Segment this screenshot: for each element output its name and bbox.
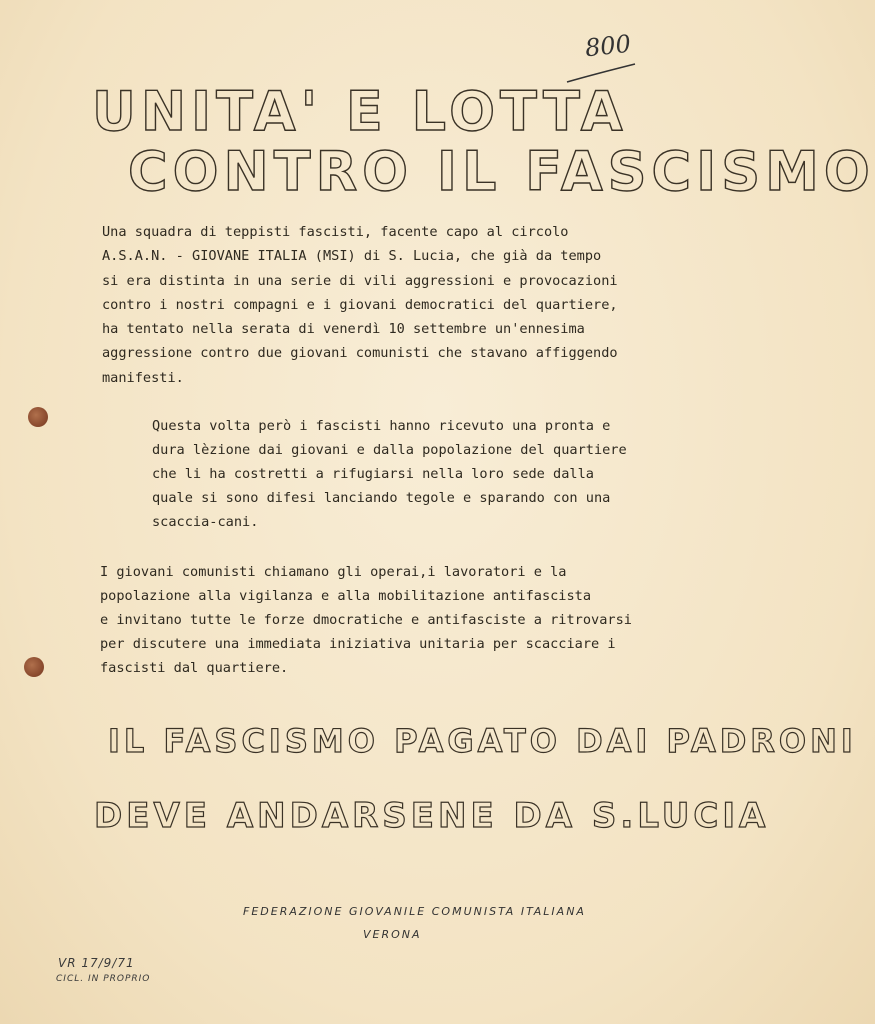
text-line: che li ha costretti a rifugiarsi nella loro sede dalla — [152, 466, 594, 482]
handwritten-date: VR 17/9/71 — [58, 956, 135, 970]
text-line: contro i nostri compagni e i giovani democratici del quartiere, — [102, 296, 618, 313]
signature-organization: FEDERAZIONE GIOVANILE COMUNISTA ITALIANA — [243, 905, 586, 918]
punch-hole — [28, 407, 48, 427]
text-line: manifesti. — [102, 369, 184, 386]
handwritten-printer-note: CICL. IN PROPRIO — [56, 974, 151, 984]
text-line: per discutere una immediata iniziativa unitaria per scacciare i — [100, 636, 616, 652]
slogan-line-1: IL FASCISMO PAGATO DAI PADRONI — [108, 722, 857, 760]
paragraph-1 — [102, 220, 618, 390]
paragraph-3 — [100, 560, 632, 680]
text-line: ha tentato nella serata di venerdì 10 settembre un'ennesima — [102, 321, 585, 338]
text-line: Una squadra di teppisti fascisti, facente capo al circolo — [102, 224, 569, 240]
sheet-number — [565, 28, 645, 88]
text-line: e invitano tutte le forze dmocratiche e antifasciste a ritrovarsi — [100, 612, 632, 628]
text-line: scaccia-cani. — [152, 514, 259, 530]
text-line: quale si sono difesi lanciando tegole e sparando con una — [152, 490, 611, 506]
text-line: aggressione contro due giovani comunisti che stavano affiggendo — [102, 345, 618, 362]
punch-hole — [24, 657, 44, 677]
text-line: I giovani comunisti chiamano gli operai,i lavoratori e la — [100, 564, 567, 580]
text-line: si era distinta in una serie di vili aggressioni e provocazioni — [102, 272, 618, 289]
text-line: popolazione alla vigilanza e alla mobilitazione antifascista — [100, 588, 592, 604]
slogan-line-2: DEVE ANDARSENE DA S.LUCIA — [94, 796, 770, 836]
text-line: Questa volta però i fascisti hanno ricevuto una pronta e — [152, 418, 611, 434]
title-line-2: CONTRO IL FASCISMO — [128, 140, 875, 203]
title-line-1: UNITA' E LOTTA — [92, 80, 628, 143]
text-line: A.S.A.N. - GIOVANE ITALIA (MSI) di S. Lucia, che già da tempo — [102, 248, 602, 265]
paragraph-2 — [152, 414, 627, 534]
text-line: fascisti dal quartiere. — [100, 660, 289, 676]
text-line: dura lèzione dai giovani e dalla popolazione del quartiere — [152, 442, 627, 458]
sheet-number-text: 800 — [583, 29, 633, 63]
signature-city: VERONA — [363, 928, 422, 941]
